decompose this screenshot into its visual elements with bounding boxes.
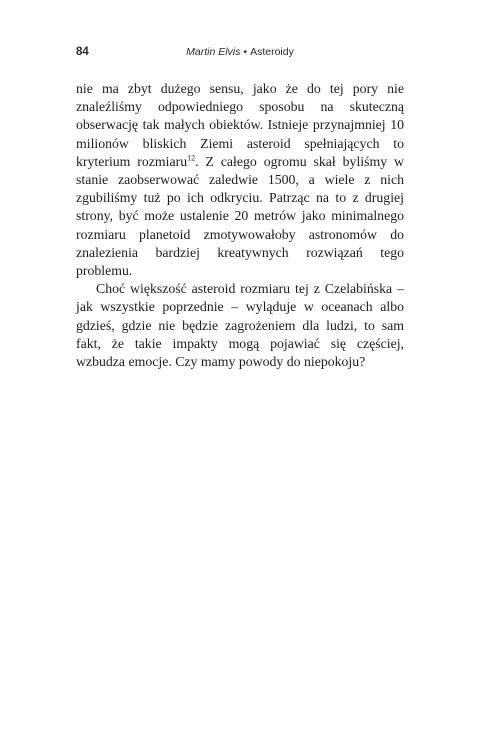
- header-book-title: Asteroidy: [250, 46, 294, 58]
- paragraph-1-text-a: nie ma zbyt dużego sensu, jako że do tej pory nie znaleźliśmy odpowiedniego sposobu na skuteczną obserwację tak małych obiektów. Istnieje przynajmniej 10 milionów bliskich Ziemi asteroid spełniających to kryterium rozmiaru: [76, 81, 404, 169]
- header-title: [76, 46, 404, 58]
- page-number: 84: [76, 46, 89, 58]
- paragraph-1: [76, 80, 404, 280]
- header-separator: •: [243, 46, 248, 58]
- running-head: [76, 46, 404, 60]
- body-text: [76, 80, 404, 371]
- paragraph-2: Choć większość asteroid rozmiaru tej z Czelabińska – jak wszystkie poprzednie – wyląduje w oceanach albo gdzieś, gdzie nie będzie zagrożeniem dla ludzi, to sam fakt, że takie impakty mogą pojawiać się częściej, wzbudza emocje. Czy mamy powody do niepokoju?: [76, 281, 404, 370]
- footnote-reference: 12: [187, 153, 196, 163]
- header-author: Martin Elvis: [186, 46, 241, 58]
- paragraph-1-text-b: . Z całego ogromu skał byliśmy w stanie zaobserwować zaledwie 1500, a wiele z nich zgubiliśmy tuż po ich odkryciu. Patrząc na to z drugiej strony, być może ustalenie 20 metrów jako minimalnego rozmiaru planetoid zmotywowałoby astronomów do znalezienia bardziej kreatywnych rozwiązań tego problemu.: [76, 153, 404, 279]
